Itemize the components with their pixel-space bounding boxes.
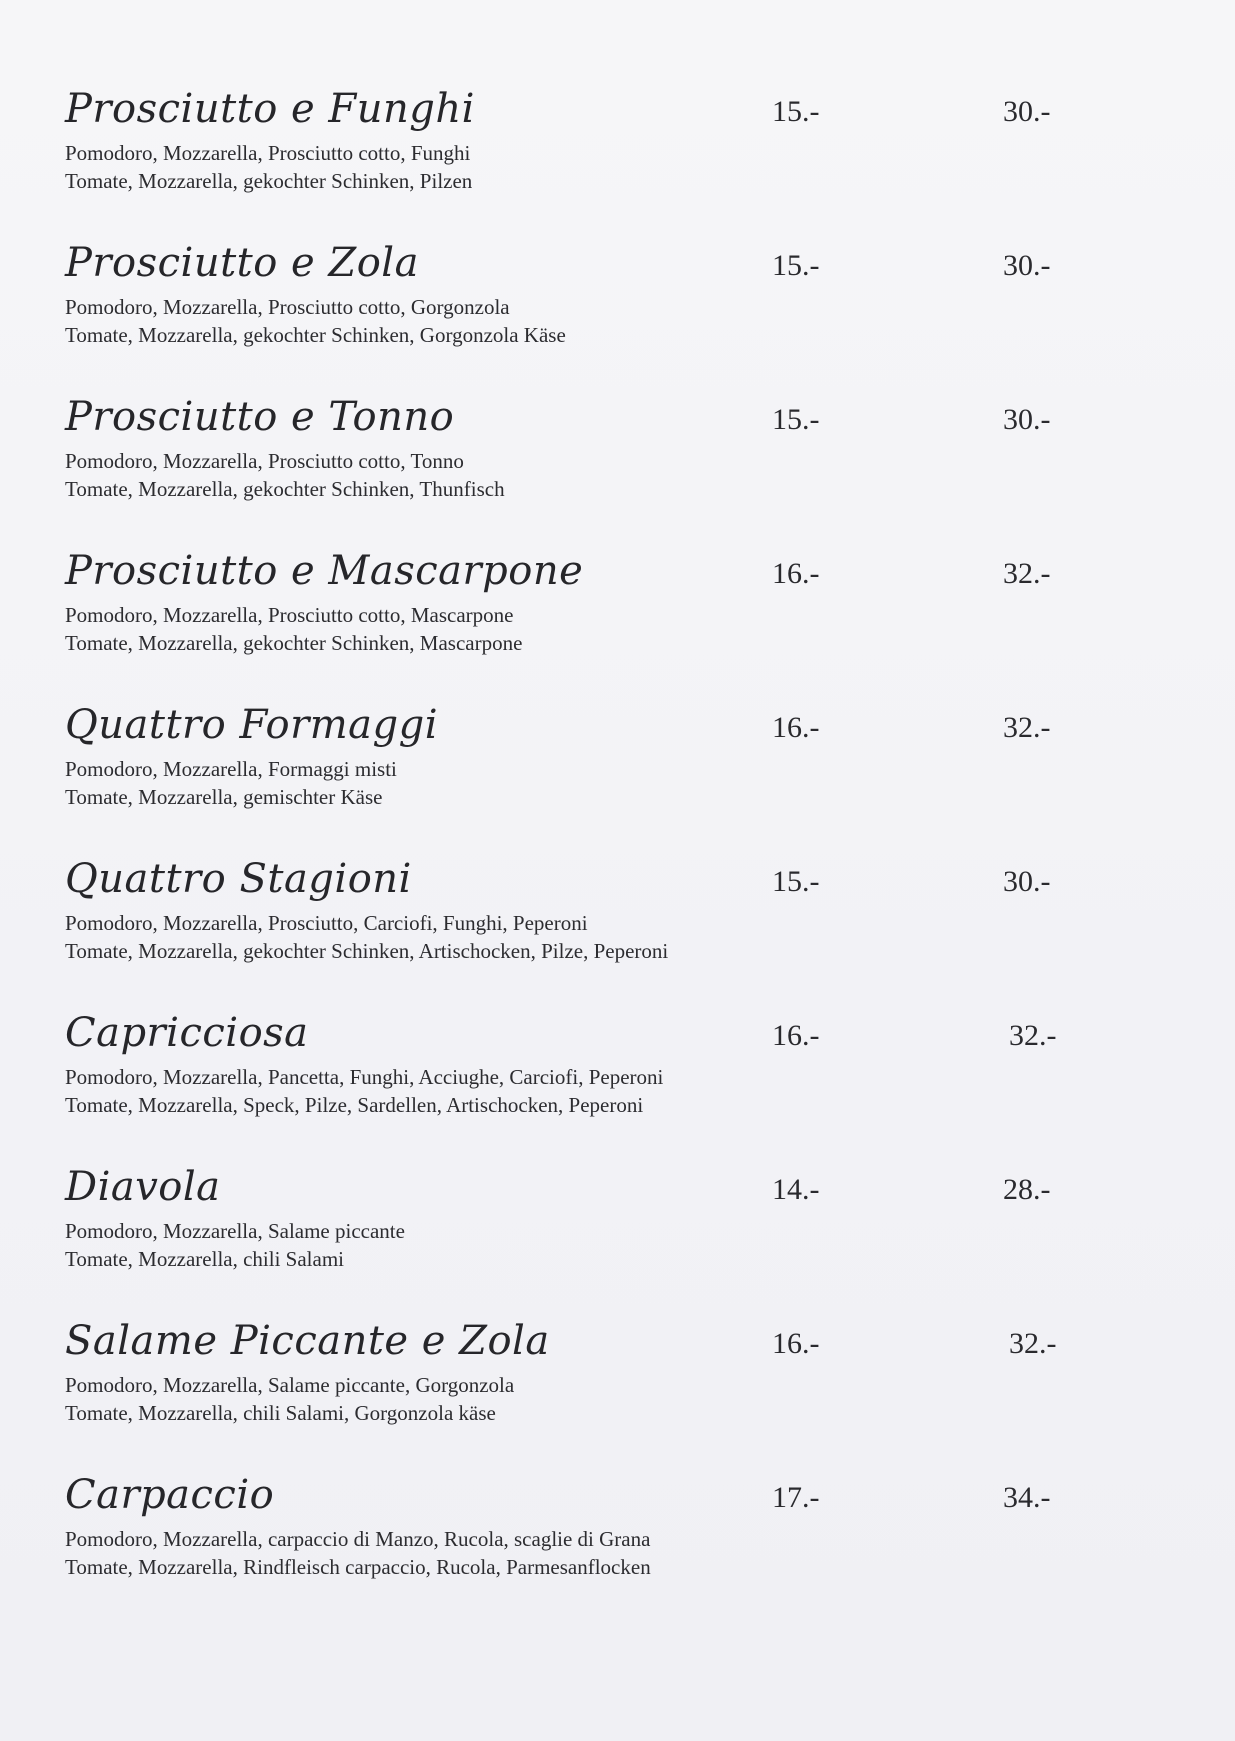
dish-name: Quattro Stagioni [65, 856, 412, 902]
dish-name: Quattro Formaggi [65, 702, 439, 748]
dish-name: Capricciosa [65, 1010, 309, 1056]
dish-description-german: Tomate, Mozzarella, gekochter Schinken, Mascarpone [65, 631, 523, 655]
dish-description-italian: Pomodoro, Mozzarella, Pancetta, Funghi, Acciughe, Carciofi, Peperoni [65, 1065, 664, 1089]
dish-name: Carpaccio [65, 1472, 275, 1518]
dish-description-italian: Pomodoro, Mozzarella, carpaccio di Manzo, Rucola, scaglie di Grana [65, 1527, 651, 1551]
dish-description-german: Tomate, Mozzarella, gekochter Schinken, Artischocken, Pilze, Peperoni [65, 939, 669, 963]
dish-name: Prosciutto e Tonno [65, 394, 455, 440]
menu-item-prosciutto-e-tonno [65, 392, 1175, 532]
dish-description-german: Tomate, Mozzarella, gekochter Schinken, Pilzen [65, 169, 473, 193]
dish-description-italian: Pomodoro, Mozzarella, Salame piccante, Gorgonzola [65, 1373, 515, 1397]
price-small: 15.- [772, 865, 820, 898]
dish-description-italian: Pomodoro, Mozzarella, Prosciutto cotto, Mascarpone [65, 603, 514, 627]
price-large: 32.- [1009, 1019, 1057, 1052]
menu-item-carpaccio [65, 1470, 1175, 1610]
dish-description-german: Tomate, Mozzarella, Speck, Pilze, Sardellen, Artischocken, Peperoni [65, 1093, 644, 1117]
price-small: 14.- [772, 1173, 820, 1206]
dish-description-italian: Pomodoro, Mozzarella, Prosciutto cotto, Gorgonzola [65, 295, 510, 319]
menu-item-salame-piccante-e-zola [65, 1316, 1175, 1456]
menu-item-prosciutto-e-mascarpone [65, 546, 1175, 686]
price-small: 16.- [772, 557, 820, 590]
price-large: 32.- [1003, 557, 1051, 590]
menu-item-prosciutto-e-zola [65, 238, 1175, 378]
dish-name: Prosciutto e Funghi [65, 86, 475, 132]
menu-item-quattro-stagioni [65, 854, 1175, 994]
menu-item-prosciutto-e-funghi [65, 84, 1175, 224]
price-small: 15.- [772, 403, 820, 436]
dish-description-italian: Pomodoro, Mozzarella, Formaggi misti [65, 757, 397, 781]
dish-description-italian: Pomodoro, Mozzarella, Prosciutto, Carciofi, Funghi, Peperoni [65, 911, 588, 935]
menu-item-quattro-formaggi [65, 700, 1175, 840]
price-small: 17.- [772, 1481, 820, 1514]
price-large: 28.- [1003, 1173, 1051, 1206]
dish-description-german: Tomate, Mozzarella, gekochter Schinken, Gorgonzola Käse [65, 323, 566, 347]
dish-name: Salame Piccante e Zola [65, 1318, 550, 1364]
dish-name: Prosciutto e Mascarpone [65, 548, 584, 594]
price-small: 15.- [772, 95, 820, 128]
price-small: 16.- [772, 1327, 820, 1360]
price-large: 30.- [1003, 95, 1051, 128]
price-large: 30.- [1003, 403, 1051, 436]
dish-description-italian: Pomodoro, Mozzarella, Prosciutto cotto, Funghi [65, 141, 471, 165]
menu-item-diavola [65, 1162, 1175, 1302]
price-large: 34.- [1003, 1481, 1051, 1514]
dish-name: Prosciutto e Zola [65, 240, 419, 286]
price-large: 30.- [1003, 865, 1051, 898]
price-large: 32.- [1009, 1327, 1057, 1360]
dish-description-german: Tomate, Mozzarella, gemischter Käse [65, 785, 383, 809]
dish-description-german: Tomate, Mozzarella, Rindfleisch carpaccio, Rucola, Parmesanflocken [65, 1555, 651, 1579]
price-small: 16.- [772, 1019, 820, 1052]
price-small: 15.- [772, 249, 820, 282]
price-large: 32.- [1003, 711, 1051, 744]
dish-description-italian: Pomodoro, Mozzarella, Salame piccante [65, 1219, 405, 1243]
price-large: 30.- [1003, 249, 1051, 282]
dish-name: Diavola [65, 1164, 221, 1210]
menu-item-capricciosa [65, 1008, 1175, 1148]
dish-description-italian: Pomodoro, Mozzarella, Prosciutto cotto, Tonno [65, 449, 464, 473]
dish-description-german: Tomate, Mozzarella, gekochter Schinken, Thunfisch [65, 477, 505, 501]
dish-description-german: Tomate, Mozzarella, chili Salami [65, 1247, 345, 1271]
price-small: 16.- [772, 711, 820, 744]
dish-description-german: Tomate, Mozzarella, chili Salami, Gorgonzola käse [65, 1401, 496, 1425]
